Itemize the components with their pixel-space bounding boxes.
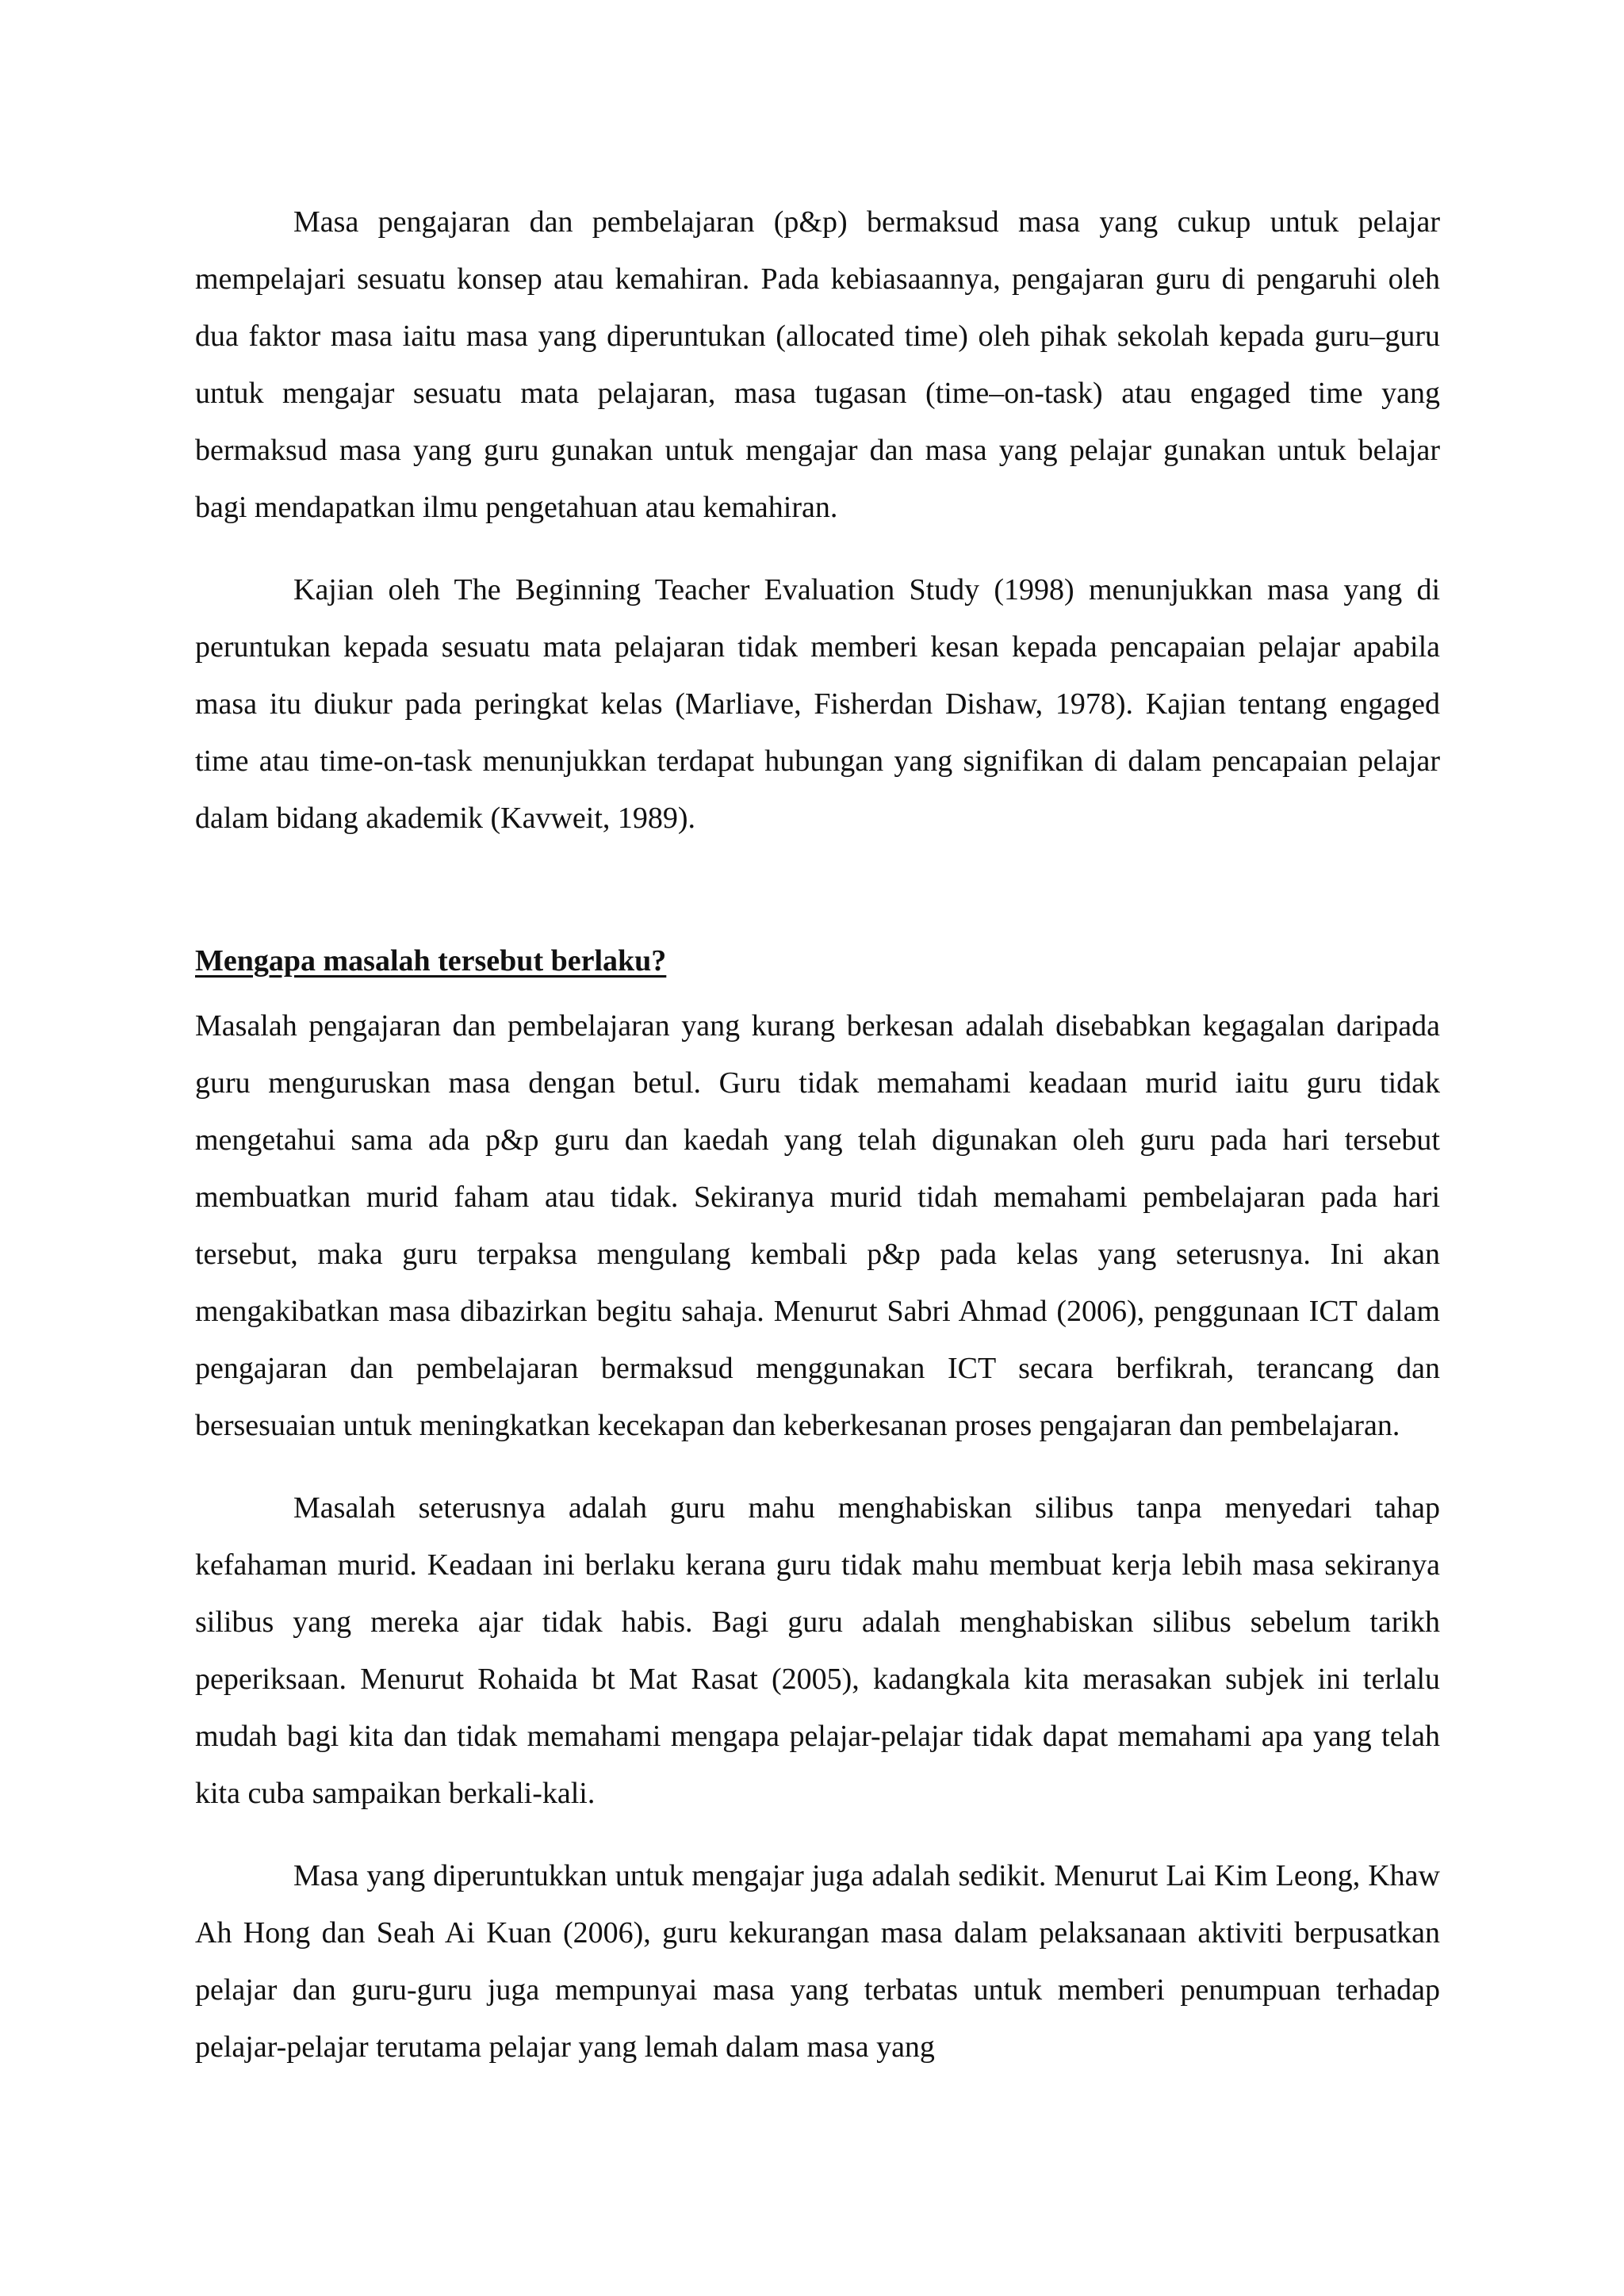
- paragraph-masalah-seterusnya: Masalah seterusnya adalah guru mahu menghabiskan silibus tanpa menyedari tahap kefahaman murid. Keadaan ini berlaku kerana guru tidak mahu membuat kerja lebih masa sekiranya silibus yang mereka ajar tidak habis. Bagi guru adalah menghabiskan silibus sebelum tarikh peperiksaan. Menurut Rohaida bt Mat Rasat (2005), kadangkala kita merasakan subjek ini terlalu mudah bagi kita dan tidak memahami mengapa pelajar-pelajar tidak dapat memahami apa yang telah kita cuba sampaikan berkali-kali.: [195, 1491, 1440, 1810]
- paragraph-masa-diperuntukkan: Masa yang diperuntukkan untuk mengajar juga adalah sedikit. Menurut Lai Kim Leong, Khaw Ah Hong dan Seah Ai Kuan (2006), guru kekurangan masa dalam pelaksanaan aktiviti berpusatkan pelajar dan guru-guru juga mempunyai masa yang terbatas untuk memberi penumpuan terhadap pelajar-pelajar terutama pelajar yang lemah dalam masa yang: [195, 1859, 1440, 2064]
- paragraph-spacer: [195, 1822, 1440, 1847]
- heading-spacer: [195, 989, 1440, 997]
- section-heading: Mengapa masalah tersebut berlaku?: [195, 944, 667, 978]
- paragraph-kajian: Kajian oleh The Beginning Teacher Evaluation Study (1998) menunjukkan masa yang di peruntukan kepada sesuatu mata pelajaran tidak memberi kesan kepada pencapaian pelajar apabila masa itu diukur pada peringkat kelas (Marliave, Fisherdan Dishaw, 1978). Kajian tentang engaged time atau time-on-task menunjukkan terdapat hubungan yang signifikan di dalam pencapaian pelajar dalam bidang akademik (Kavweit, 1989).: [195, 573, 1440, 835]
- paragraph-masalah-pengajaran: Masalah pengajaran dan pembelajaran yang kurang berkesan adalah disebabkan kegagalan daripada guru menguruskan masa dengan betul. Guru tidak memahami keadaan murid iaitu guru tidak mengetahui sama ada p&p guru dan kaedah yang telah digunakan oleh guru pada hari tersebut membuatkan murid faham atau tidak. Sekiranya murid tidah memahami pembelajaran pada hari tersebut, maka guru terpaksa mengulang kembali p&p pada kelas yang seterusnya. Ini akan mengakibatkan masa dibazirkan begitu sahaja. Menurut Sabri Ahmad (2006), penggunaan ICT dalam pengajaran dan pembelajaran bermaksud menggunakan ICT secara berfikrah, terancang dan bersesuaian untuk meningkatkan kecekapan dan keberkesanan proses pengajaran dan pembelajaran.: [195, 1009, 1440, 1442]
- document-page: [195, 193, 1440, 2076]
- paragraph-spacer: [195, 536, 1440, 561]
- section-spacer: [195, 847, 1440, 932]
- paragraph-spacer: [195, 1454, 1440, 1479]
- paragraph-masa-pengajaran: Masa pengajaran dan pembelajaran (p&p) bermaksud masa yang cukup untuk pelajar mempelajari sesuatu konsep atau kemahiran. Pada kebiasaannya, pengajaran guru di pengaruhi oleh dua faktor masa iaitu masa yang diperuntukan (allocated time) oleh pihak sekolah kepada guru–guru untuk mengajar sesuatu mata pelajaran, masa tugasan (time–on-task) atau engaged time yang bermaksud masa yang guru gunakan untuk mengajar dan masa yang pelajar gunakan untuk belajar bagi mendapatkan ilmu pengetahuan atau kemahiran.: [195, 205, 1440, 524]
